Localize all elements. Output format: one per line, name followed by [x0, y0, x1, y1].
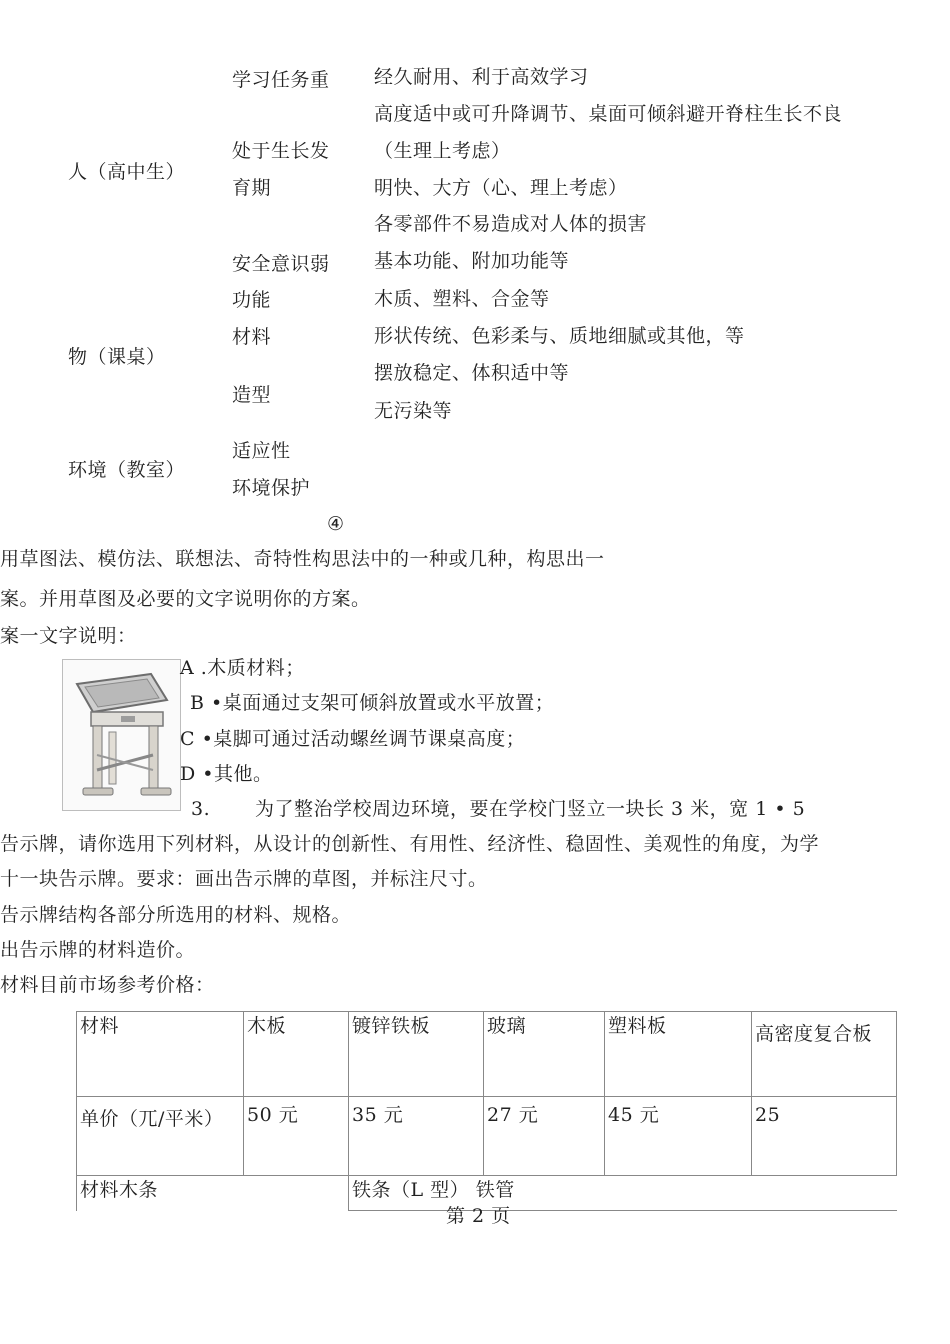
table-cell: 材料 [77, 1012, 244, 1097]
question-line-4: 告示牌结构各部分所选用的材料、规格。 [0, 904, 352, 926]
solution-item-d: D •其他。 [180, 763, 273, 785]
solution-item-c: C •桌脚可通过活动螺丝调节课桌高度； [180, 728, 526, 750]
table-cell: 25 [752, 1097, 897, 1176]
factor-growth-2: 育期 [232, 177, 272, 199]
body-line-3: 案一文字说明： [0, 625, 137, 647]
requirement-safe-parts: 各零部件不易造成对人体的损害 [374, 213, 648, 235]
question-line-3: 十一块告示牌。要求：画出告示牌的草图，并标注尺寸。 [0, 868, 488, 890]
table-cell: 材料木条 [77, 1176, 349, 1211]
category-environment: 环境（教室） [68, 459, 186, 481]
requirement-physio: （生理上考虑） [374, 140, 511, 162]
requirement-appearance: 形状传统、色彩柔与、质地细腻或其他，等 [374, 325, 745, 347]
factor-function: 功能 [232, 289, 272, 311]
solution-item-b: B •桌面通过支架可倾斜放置或水平放置； [190, 692, 555, 714]
question-line-5: 出告示牌的材料造价。 [0, 939, 196, 961]
table-cell: 单价（兀/平米） [77, 1097, 244, 1176]
factor-safety: 安全意识弱 [232, 253, 330, 275]
price-table [76, 1011, 897, 1211]
page-number: 第 2 页 [446, 1205, 511, 1227]
step-marker: ④ [327, 513, 345, 535]
category-desk: 物（课桌） [68, 346, 166, 368]
requirement-bright: 明快、大方（心、理上考虑） [374, 177, 628, 199]
table-cell: 玻璃 [484, 1012, 605, 1097]
table-row [77, 1097, 897, 1176]
requirement-height: 高度适中或可升降调节、桌面可倾斜避开脊柱生长不良 [374, 103, 843, 125]
table-cell: 50 元 [244, 1097, 349, 1176]
table-cell: 塑料板 [605, 1012, 752, 1097]
desk-illustration [62, 659, 181, 811]
category-person: 人（高中生） [68, 161, 186, 183]
desk-sketch [63, 660, 180, 810]
requirement-functions: 基本功能、附加功能等 [374, 250, 570, 272]
solution-item-a: A .木质材料； [180, 657, 305, 679]
question-line-1: 为了整治学校周边环境，要在学校门竖立一块长 3 米，宽 1 • 5 [255, 798, 806, 820]
requirement-durable: 经久耐用、利于高效学习 [374, 66, 589, 88]
factor-growth-1: 处于生长发 [232, 140, 330, 162]
table-cell: 35 元 [349, 1097, 484, 1176]
question-number: 3. [191, 798, 211, 820]
table-cell: 27 元 [484, 1097, 605, 1176]
table-cell: 高密度复合板 [752, 1012, 897, 1097]
table-cell: 45 元 [605, 1097, 752, 1176]
factor-adaptability: 适应性 [232, 440, 291, 462]
question-line-2: 告示牌，请你选用下列材料，从设计的创新性、有用性、经济性、稳固性、美观性的角度，为学 [0, 833, 820, 855]
table-cell: 镀锌铁板 [349, 1012, 484, 1097]
factor-env-protection: 环境保护 [232, 477, 311, 499]
factor-material: 材料 [232, 326, 272, 348]
table-cell: 木板 [244, 1012, 349, 1097]
factor-study-load: 学习任务重 [232, 69, 330, 91]
table-cell: 铁条（L 型） 铁管 [349, 1176, 897, 1211]
body-line-1: 用草图法、模仿法、联想法、奇特性构思法中的一种或几种，构思出一 [0, 548, 605, 570]
question-line-6: 材料目前市场参考价格： [0, 974, 215, 996]
body-line-2: 案。并用草图及必要的文字说明你的方案。 [0, 588, 371, 610]
requirement-pollution: 无污染等 [374, 400, 453, 422]
requirement-stable: 摆放稳定、体积适中等 [374, 362, 570, 384]
table-header-row [77, 1012, 897, 1097]
requirement-materials: 木质、塑料、合金等 [374, 288, 550, 310]
factor-shape: 造型 [232, 384, 272, 406]
